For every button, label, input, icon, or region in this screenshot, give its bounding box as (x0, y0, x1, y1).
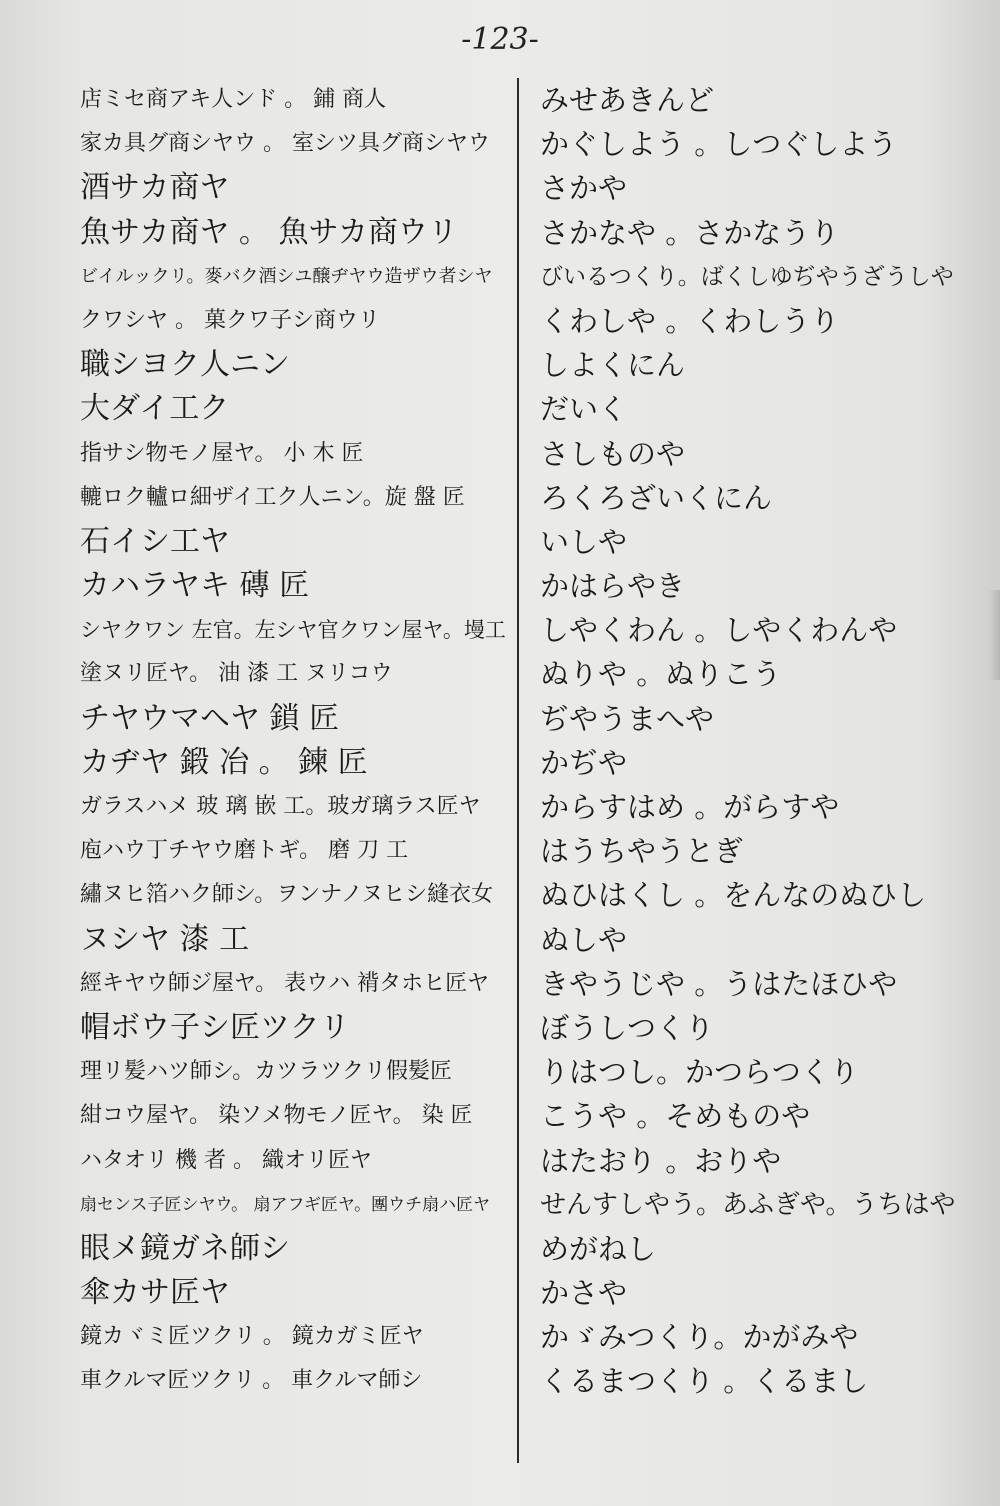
kanji-entry: ヌシヤ 漆 工 (80, 921, 250, 957)
reading-entry: かはらやき (540, 569, 686, 604)
reading-entry: ぬしや (540, 922, 628, 957)
kanji-entry: 車クルマ匠ツクリ 。 車クルマ師シ (80, 1368, 423, 1394)
reading-entry: せんすしやう。あふぎや。うちはや (540, 1189, 956, 1220)
kanji-entry: 指サシ物モノ屋ヤ。 小 木 匠 (80, 440, 364, 466)
kanji-entry: 理リ髪ハツ師シ。カツラツクリ假髪匠 (80, 1059, 453, 1085)
reading-entry: びいるつくり。ばくしゆぢやうざうしや (540, 263, 954, 290)
reading-entry: しやくわん 。しやくわんや (540, 613, 898, 648)
kanji-entry: 經キヤウ師ジ屋ヤ。 表ウハ 褙タホヒ匠ヤ (80, 970, 490, 996)
kanji-entry: 紺コウ屋ヤ。 染ソメ物モノ匠ヤ。 染 匠 (80, 1103, 473, 1129)
reading-entry: ぬりや 。ぬりこう (540, 657, 782, 692)
reading-entry: くるまつくり 。くるまし (540, 1364, 869, 1399)
kanji-entry: 庖ハウ丁チヤウ磨トギ。 磨 刀 工 (80, 838, 409, 864)
reading-entry: からすはめ 。がらすや (540, 790, 840, 824)
kanji-entry: カヂヤ 鍛 冶 。 鍊 匠 (80, 744, 368, 780)
kanji-entry: 轆ロク轤ロ細ザイ工ク人ニン。旋 盤 匠 (80, 484, 465, 510)
reading-entry: ろくろざいくにん (540, 480, 773, 515)
kanji-entry: 家カ具グ商シヤウ 。 室シツ具グ商シヤウ (80, 131, 490, 157)
kanji-entry: ハタオリ 機 者 。 織オリ匠ヤ (80, 1147, 372, 1173)
kanji-entry: シヤクワン 左官。左シヤ官クワン屋ヤ。墁工 (80, 618, 506, 643)
kanji-entry: 扇センス子匠シヤウ。 扇アフギ匠ヤ。團ウチ扇ハ匠ヤ (80, 1194, 491, 1215)
reading-entry: ぼうしつくり (540, 1010, 715, 1045)
reading-entry: かゞみつくり。かがみや (540, 1320, 859, 1355)
kanji-entry: 繡ヌヒ箔ハク師シ。ヲンナノヌヒシ縫衣女 (80, 882, 494, 908)
hiragana-readings-column (540, 78, 960, 1404)
kanji-entry: 石イシ工ヤ (80, 523, 230, 559)
kanji-entry: 帽ボウ子シ匠ツクリ (80, 1009, 350, 1045)
reading-entry: さしものや (540, 436, 686, 471)
kanji-entry: 鏡カヾミ匠ツクリ 。 鏡カガミ匠ヤ (80, 1324, 424, 1350)
kanji-entry: ガラスハメ 玻 璃 嵌 工。玻ガ璃ラス匠ヤ (80, 794, 481, 819)
kanji-entry: 眼メ鏡ガネ師シ (80, 1230, 290, 1266)
reading-entry: かぢや (540, 745, 628, 780)
reading-entry: かさや (540, 1276, 628, 1311)
reading-entry: だいく (540, 392, 628, 427)
reading-entry: いしや (540, 524, 628, 559)
kanji-entry: ビイルックリ。麥バク酒シユ醸ヂヤウ造ザウ者シヤ (80, 265, 493, 287)
kanji-entry: 職シヨク人ニン (80, 347, 290, 383)
kanji-entry: カハラヤキ 磚 匠 (80, 568, 310, 604)
kanji-entry: 酒サカ商ヤ (80, 170, 230, 206)
reading-entry: めがねし (540, 1231, 657, 1266)
reading-entry: ぢやうまへや (540, 701, 715, 736)
kanji-entry: 店ミセ商アキ人ンド 。 鋪 商人 (80, 87, 387, 112)
kanji-entry: クワシヤ 。 菓クワ子シ商ウリ (80, 307, 380, 333)
column-divider (517, 78, 519, 1463)
reading-entry: ぬひはくし 。をんなのぬひし (540, 878, 927, 913)
kanji-entries-column (80, 78, 512, 1404)
reading-entry: きやうじや 。うはたほひや (540, 966, 898, 1001)
reading-entry: さかや (540, 171, 628, 206)
reading-entry: かぐしよう 。しつぐしよう (540, 127, 898, 162)
reading-entry: くわしや 。くわしうり (540, 303, 840, 338)
kanji-entry: チヤウマヘヤ 鎖 匠 (80, 700, 340, 736)
page-edge-shadow (988, 590, 1000, 680)
reading-entry: こうや 。そめものや (540, 1099, 811, 1134)
kanji-entry: 塗ヌリ匠ヤ。 油 漆 工 ヌリコウ (80, 661, 393, 687)
reading-entry: みせあきんど (540, 83, 715, 117)
reading-entry: はうちやうとぎ (540, 834, 744, 869)
page-number: -123- (461, 22, 539, 57)
reading-entry: さかなや 。さかなうり (540, 215, 840, 250)
kanji-entry: 魚サカ商ヤ 。 魚サカ商ウリ (80, 214, 458, 250)
reading-entry: しよくにん (540, 348, 686, 383)
reading-entry: はたおり 。おりや (540, 1143, 782, 1178)
kanji-entry: 大ダイ工ク (80, 391, 230, 427)
kanji-entry: 傘カサ匠ヤ (80, 1275, 230, 1311)
reading-entry: りはつし。かつらつくり (540, 1055, 859, 1090)
